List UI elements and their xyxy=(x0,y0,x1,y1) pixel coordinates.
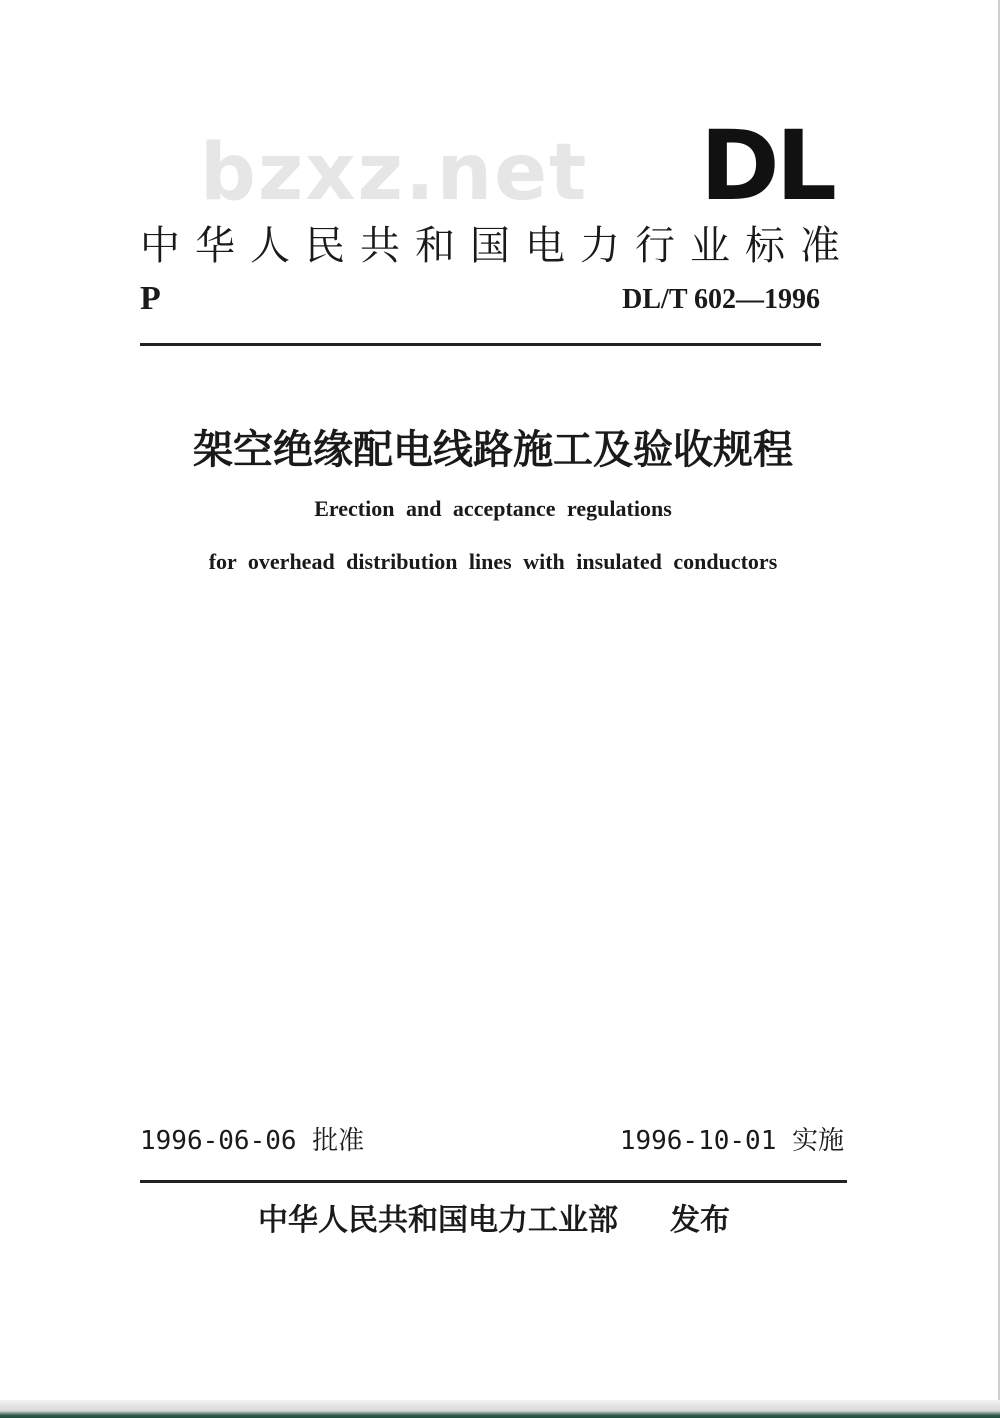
publish-label: 发布 xyxy=(670,1203,730,1238)
top-divider xyxy=(140,343,821,346)
dl-logo: DL xyxy=(700,110,833,222)
document-title-english-line2: for overhead distribution lines with insulated conductors xyxy=(208,549,778,574)
effective-date: 1996-10-01 实施 xyxy=(619,1126,844,1156)
approval-date: 1996-06-06 批准 xyxy=(140,1126,365,1156)
document-title-chinese: 架空绝缘配电线路施工及验收规程 xyxy=(193,427,793,473)
bottom-divider xyxy=(140,1180,847,1183)
standard-number: DL/T 602—1996 xyxy=(622,284,820,315)
viewer-bottom-edge xyxy=(0,1400,1000,1418)
category-code: P xyxy=(140,280,161,317)
industry-standard-heading: 中华人民共和国电力行业标准 xyxy=(140,223,855,269)
document-title-english-line1: Erection and acceptance regulations xyxy=(314,496,672,521)
watermark: bzxz.net xyxy=(200,128,589,218)
publisher: 中华人民共和国电力工业部 xyxy=(258,1203,618,1238)
